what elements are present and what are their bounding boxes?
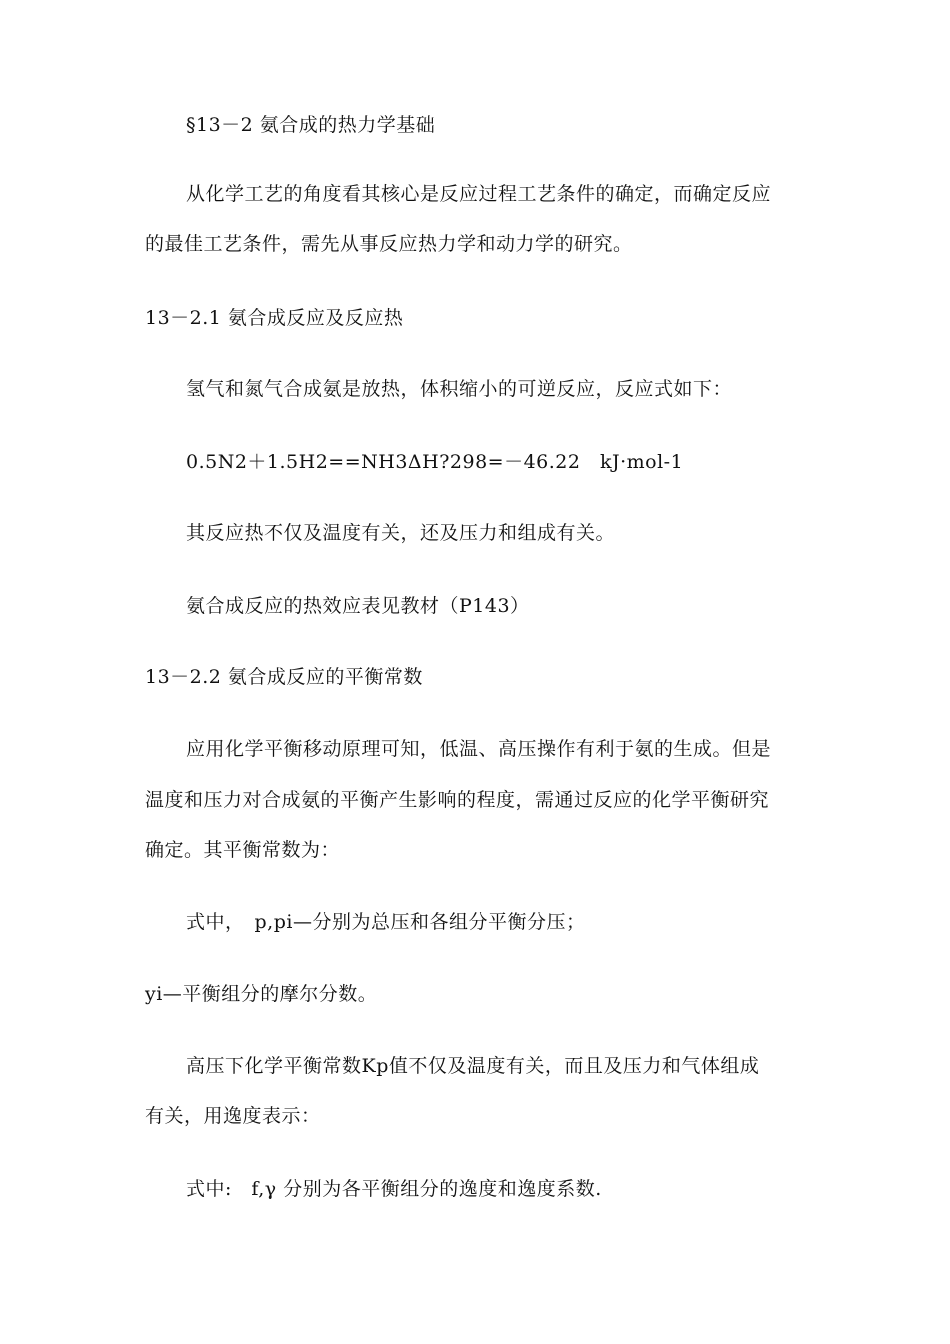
paragraph-line: 其反应热不仅及温度有关，还及压力和组成有关。 <box>186 522 616 544</box>
paragraph-line: 应用化学平衡移动原理可知，低温、高压操作有利于氨的生成。但是 <box>186 738 772 760</box>
subsection-heading: 13－2.2 氨合成反应的平衡常数 <box>145 666 423 688</box>
paragraph-line: yi—平衡组分的摩尔分数。 <box>145 983 378 1005</box>
paragraph-line: 式中， p,pi—分别为总压和各组分平衡分压； <box>186 911 586 933</box>
paragraph-line: 的最佳工艺条件，需先从事反应热力学和动力学的研究。 <box>145 233 633 255</box>
paragraph-line: 确定。其平衡常数为： <box>145 839 341 861</box>
paragraph-line: 高压下化学平衡常数Kp值不仅及温度有关，而且及压力和气体组成 <box>186 1055 760 1077</box>
reaction-equation: 0.5N2＋1.5H2==NH3ΔH?298=－46.22 kJ·mol-1 <box>186 451 684 473</box>
subsection-heading: 13－2.1 氨合成反应及反应热 <box>145 307 404 329</box>
paragraph-line: 从化学工艺的角度看其核心是反应过程工艺条件的确定，而确定反应 <box>186 183 772 205</box>
paragraph-line: 温度和压力对合成氨的平衡产生影响的程度，需通过反应的化学平衡研究 <box>145 789 770 811</box>
paragraph-line: 式中: f,γ 分别为各平衡组分的逸度和逸度系数. <box>186 1178 602 1200</box>
paragraph-line: 有关，用逸度表示： <box>145 1105 321 1127</box>
paragraph-line: 氢气和氮气合成氨是放热，体积缩小的可逆反应，反应式如下： <box>186 378 733 400</box>
section-heading: §13－2 氨合成的热力学基础 <box>186 114 436 136</box>
paragraph-line: 氨合成反应的热效应表见教材（P143） <box>186 595 530 617</box>
